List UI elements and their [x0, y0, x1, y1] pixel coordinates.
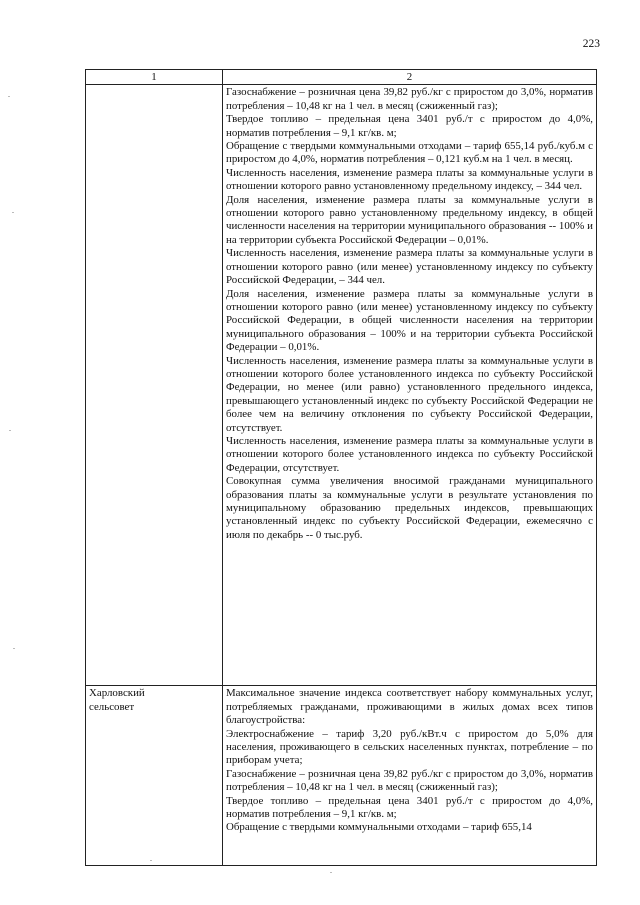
scan-speck — [9, 430, 11, 431]
scan-speck — [12, 212, 14, 213]
row2-col2 — [223, 686, 597, 866]
scan-speck — [150, 860, 152, 861]
scan-speck — [330, 872, 332, 873]
row1-paragraph: Численность населения, изменение размера платы за коммунальные услуги в отношении которого более установленного индекса по субъекту Российской Федерации, отсутствует. — [226, 434, 593, 474]
row2-paragraph: Максимальное значение индекса соответствует набору коммунальных услуг, потребляемых гражданами, проживающими в жилых домах всех типов благоустройства: — [226, 687, 593, 727]
row2-paragraph: Твердое топливо – предельная цена 3401 руб./т с приростом до 4,0%, норматив потребления – 9,1 кг/кв. м; — [226, 794, 593, 821]
table-header-row — [86, 70, 597, 85]
row1-paragraph: Доля населения, изменение размера платы за коммунальные услуги в отношении которого равно (или менее) установленному индексу по субъекту Российской Федерации, в общей численности населения на территории муниципального образования – 100% и на территории субъекта Российской Федерации – 0,01%. — [226, 287, 593, 354]
row1-paragraph: Обращение с твердыми коммунальными отходами – тариф 655,14 руб./куб.м с приростом до 4,0%, норматив потребления – 0,121 куб.м на 1 чел. в месяц. — [226, 140, 593, 166]
table-row — [86, 85, 597, 686]
table-row — [86, 686, 597, 866]
row2-paragraph: Электроснабжение – тариф 3,20 руб./кВт.ч с приростом до 5,0% для населения, проживающего в сельских населенных пунктах, потребление – по приборам учета; — [226, 727, 593, 767]
row1-paragraph: Доля населения, изменение размера платы за коммунальные услуги в отношении которого равно установленному предельному индексу, в общей численности населения на территории муниципального образования -- 100% и на территории субъекта Российской Федерации – 0,01%. — [226, 193, 593, 246]
scan-speck — [13, 648, 15, 649]
row1-paragraph: Численность населения, изменение размера платы за коммунальные услуги в отношении которого более установленного индекса по субъекту Российской Федерации, но менее (или равно) установленного предельного индекса, превышающего установленный индекс по субъекту Российской Федерации не более чем на величину отклонения по субъекту Российской Федерации, отсутствует. — [226, 354, 593, 434]
scan-speck — [8, 96, 10, 97]
page-number: 223 — [582, 38, 600, 50]
row1-col2 — [223, 85, 597, 686]
header-cell-2: 2 — [223, 70, 597, 85]
row1-paragraph: Численность населения, изменение размера платы за коммунальные услуги в отношении которого равно установленному предельному индексу, – 344 чел. — [226, 166, 593, 193]
row1-paragraph: Численность населения, изменение размера платы за коммунальные услуги в отношении которого равно (или менее) установленному индексу по субъекту Российской Федерации, – 344 чел. — [226, 247, 593, 287]
row1-paragraph: Твердое топливо – предельная цена 3401 руб./т с приростом до 4,0%, норматив потребления – 9,1 кг/кв. м; — [226, 113, 593, 139]
document-table — [85, 69, 597, 866]
header-cell-1: 1 — [86, 70, 223, 85]
row1-paragraph: Совокупная сумма увеличения вносимой гражданами муниципального образования платы за коммунальные услуги в результате установления по муниципальному образованию предельных индексов, превышающих установленный индекс по субъекту Российской Федерации, ежемесячно с июля по декабрь -- 0 тыс.руб. — [226, 475, 593, 541]
row2-paragraph: Газоснабжение – розничная цена 39,82 руб./кг с приростом до 3,0%, норматив потребления – 10,48 кг на 1 чел. в месяц (сжиженный газ); — [226, 767, 593, 794]
row2-paragraph: Обращение с твердыми коммунальными отходами – тариф 655,14 — [226, 821, 532, 834]
municipality-name: Харловский сельсовет — [89, 687, 145, 713]
row2-col1 — [86, 686, 223, 866]
row1-col1 — [86, 85, 223, 686]
row1-paragraph: Газоснабжение – розничная цена 39,82 руб./кг с приростом до 3,0%, норматив потребления – 10,48 кг на 1 чел. в месяц (сжиженный газ); — [226, 86, 593, 112]
